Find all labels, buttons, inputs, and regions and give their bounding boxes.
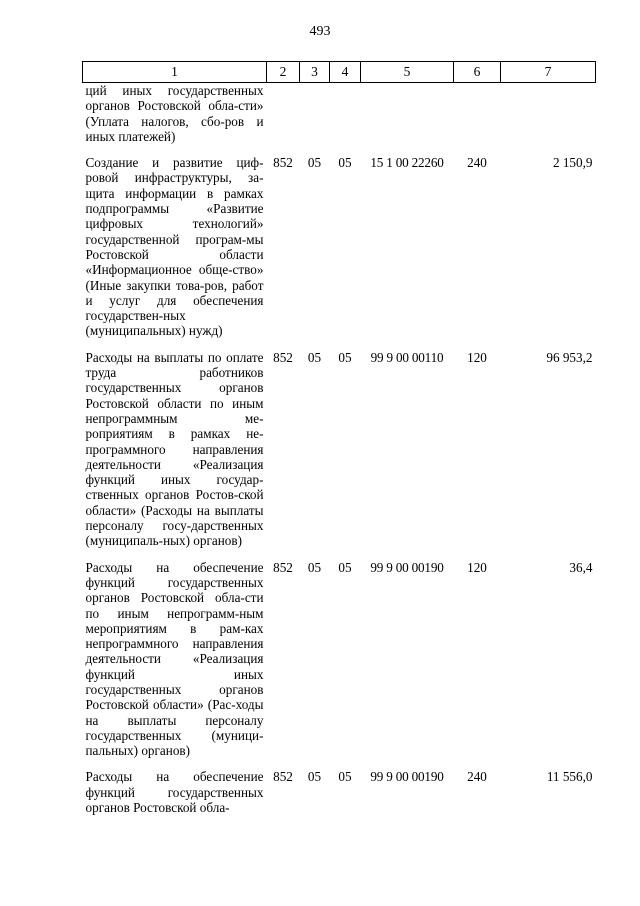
column-header: 2 (267, 62, 300, 83)
cell-target-article: 99 9 00 00190 (370, 559, 444, 575)
column-header: 5 (361, 62, 454, 83)
column-header: 4 (330, 62, 361, 83)
cell-target-article (361, 83, 454, 145)
row-description: ций иных государственных органов Ростовской обла-сти» (Уплата налогов, сбо-ров и иных платежей) (85, 83, 264, 144)
cell-subsection (330, 83, 361, 145)
table-row (83, 339, 596, 549)
cell-ministry-code: 852 (273, 155, 293, 171)
cell-section: 05 (307, 349, 322, 365)
cell-subsection: 05 (338, 155, 352, 171)
row-description: Расходы на обеспечение функций государственных органов Ростовской обла-сти по иным непрограмм-ным мероприятиям в рам-ках непрограммного направления деятельности «Реализация функций иных государственных органов Ростовской области» (Рас-ходы на выплаты персоналу государственных (муници-пальных) органов) (85, 559, 264, 759)
cell-target-article: 99 9 00 00190 (370, 769, 444, 785)
cell-amount: 96 953,2 (546, 349, 593, 365)
cell-ministry-code: 852 (273, 559, 293, 575)
cell-ministry-code (267, 83, 300, 145)
page-number: 493 (309, 24, 331, 39)
column-header: 3 (300, 62, 330, 83)
row-description: Расходы на обеспечение функций государственных органов Ростовской обла- (85, 769, 264, 816)
cell-target-article: 99 9 00 00110 (370, 349, 444, 365)
table-row (83, 83, 596, 145)
cell-amount: 2 150,9 (552, 155, 593, 171)
cell-section (300, 83, 330, 145)
column-header: 1 (83, 62, 267, 83)
cell-expense-type (454, 83, 501, 145)
table-row (83, 758, 596, 815)
cell-section: 05 (307, 155, 322, 171)
cell-subsection: 05 (338, 559, 352, 575)
cell-expense-type: 120 (467, 559, 487, 575)
budget-table (82, 61, 596, 815)
table-row (83, 144, 596, 339)
table-row (83, 549, 596, 759)
cell-amount: 36,4 (569, 559, 593, 575)
column-header: 6 (454, 62, 501, 83)
cell-subsection: 05 (338, 349, 352, 365)
cell-expense-type: 240 (467, 155, 487, 171)
table-header-row (83, 62, 596, 83)
cell-expense-type: 240 (467, 769, 487, 785)
cell-subsection: 05 (338, 769, 352, 785)
cell-ministry-code: 852 (273, 769, 293, 785)
cell-section: 05 (307, 769, 322, 785)
row-description: Расходы на выплаты по оплате труда работников государственных органов Ростовской области по иным непрограммным ме-роприятиям в рамках не-программного направления деятельности «Реализация функций иных государ-ственных органов Ростов-ской области» (Расходы на выплаты персоналу госу-дарственных (муниципаль-ных) органов) (85, 349, 264, 549)
row-description: Создание и развитие циф-ровой инфраструктуры, за-щита информации в рамках подпрограммы «Развитие цифровых технологий» государственной програм-мы Ростовской области «Информационное обще-ство» (Иные закупки това-ров, работ и услуг для обеспечения государствен-ных (муниципальных) нужд) (85, 155, 264, 339)
cell-target-article: 15 1 00 22260 (370, 155, 444, 171)
cell-ministry-code: 852 (273, 349, 293, 365)
cell-amount: 11 556,0 (546, 769, 593, 785)
cell-expense-type: 120 (467, 349, 487, 365)
cell-amount (501, 83, 596, 145)
cell-section: 05 (307, 559, 322, 575)
column-header: 7 (501, 62, 596, 83)
